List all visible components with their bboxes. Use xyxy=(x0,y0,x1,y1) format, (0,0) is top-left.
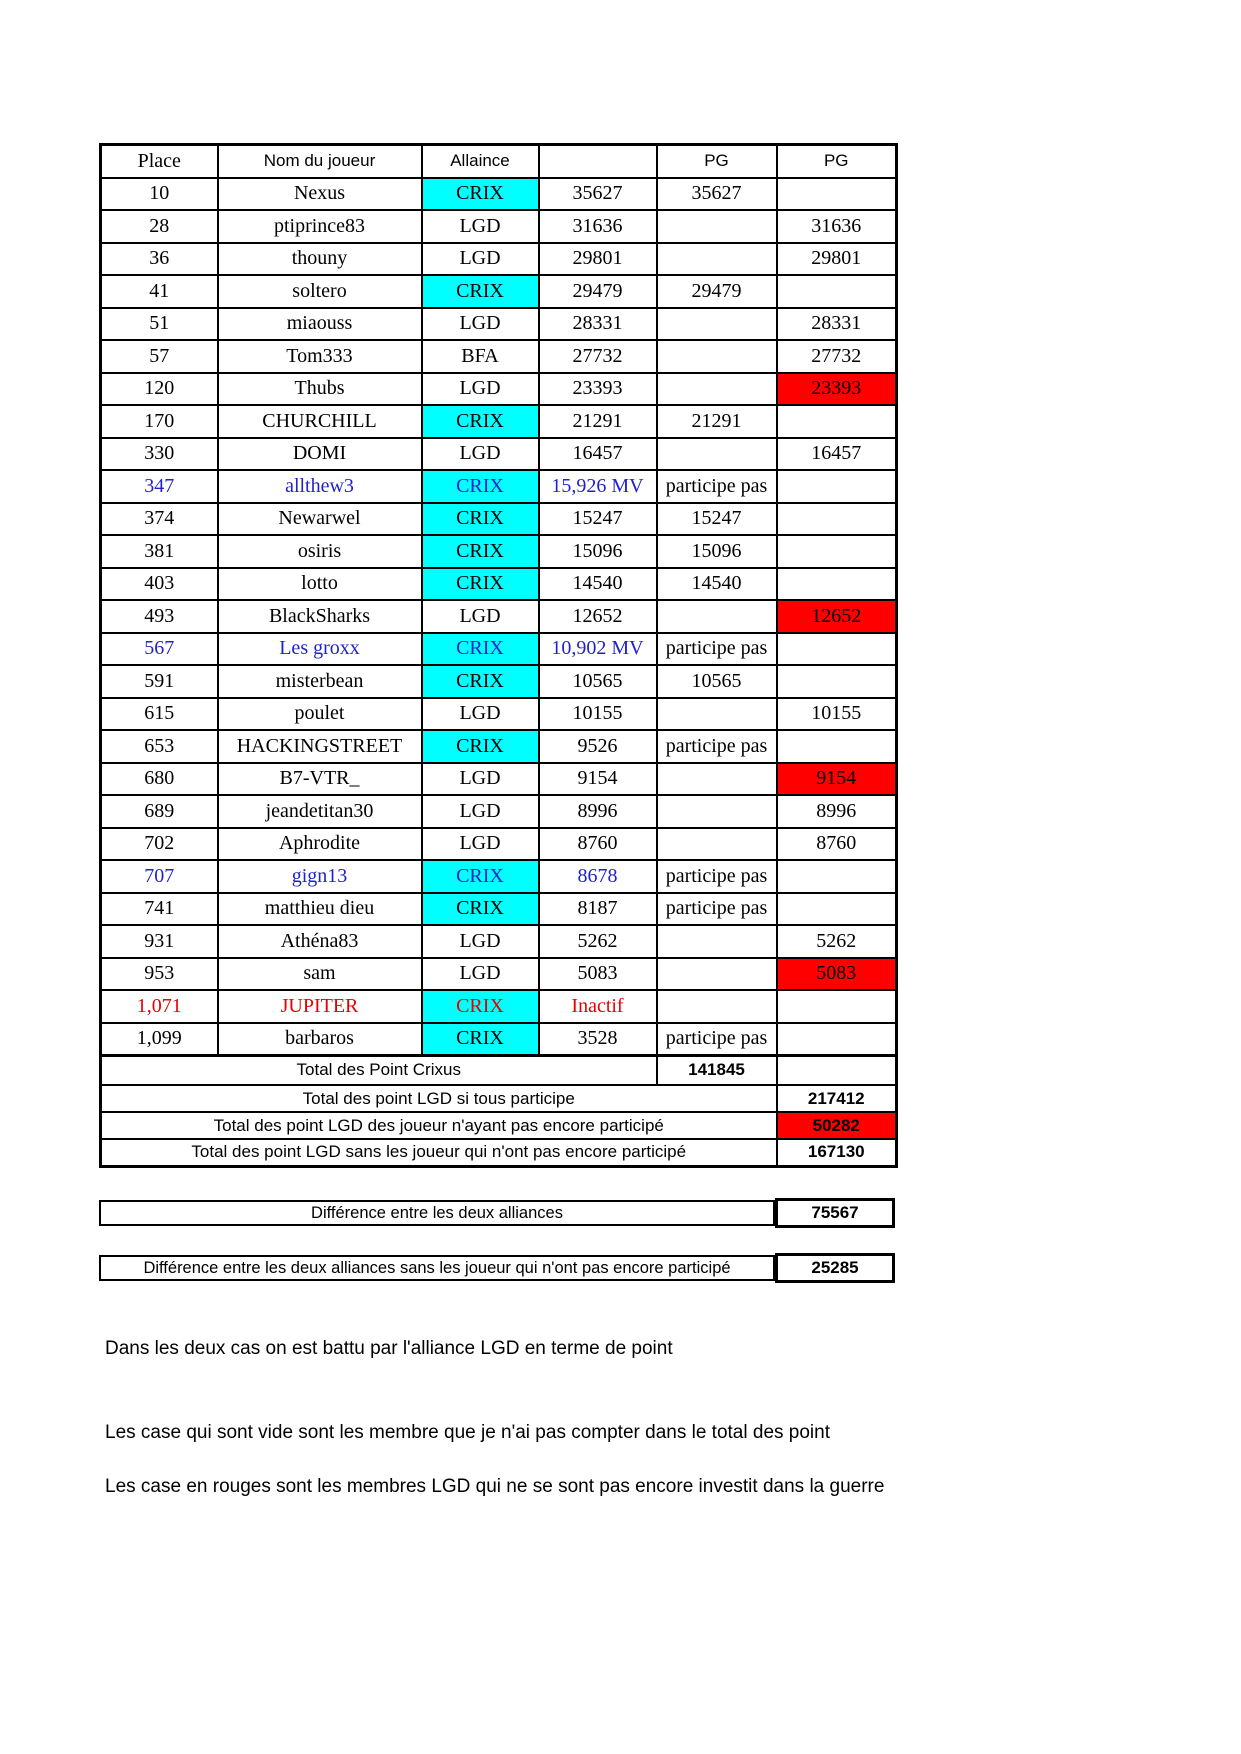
cell-name: Tom333 xyxy=(218,340,422,373)
cell-pg2: 9154 xyxy=(777,763,897,796)
player-row xyxy=(101,438,897,471)
cell-pg1: participe pas xyxy=(657,730,777,763)
cell-pg1 xyxy=(657,438,777,471)
player-row xyxy=(101,178,897,211)
cell-place: 1,099 xyxy=(101,1023,218,1056)
cell-pg2 xyxy=(777,893,897,926)
cell-pg1 xyxy=(657,243,777,276)
cell-alliance: LGD xyxy=(422,828,539,861)
cell-score: 14540 xyxy=(539,568,657,601)
cell-pg1: 14540 xyxy=(657,568,777,601)
player-row xyxy=(101,210,897,243)
cell-pg2: 29801 xyxy=(777,243,897,276)
cell-score: 9154 xyxy=(539,763,657,796)
player-row xyxy=(101,243,897,276)
cell-pg2: 31636 xyxy=(777,210,897,243)
cell-place: 120 xyxy=(101,373,218,406)
cell-name: ptiprince83 xyxy=(218,210,422,243)
player-row xyxy=(101,990,897,1023)
cell-alliance: BFA xyxy=(422,340,539,373)
player-row xyxy=(101,698,897,731)
cell-score: 29479 xyxy=(539,275,657,308)
cell-score: 21291 xyxy=(539,405,657,438)
table-header-row xyxy=(101,145,897,178)
cell-place: 10 xyxy=(101,178,218,211)
cell-pg2: 5262 xyxy=(777,925,897,958)
cell-pg2: 27732 xyxy=(777,340,897,373)
col-header-score xyxy=(539,145,657,178)
cell-score: 16457 xyxy=(539,438,657,471)
cell-score: 8187 xyxy=(539,893,657,926)
player-row xyxy=(101,763,897,796)
cell-place: 567 xyxy=(101,633,218,666)
cell-score: 15,926 MV xyxy=(539,470,657,503)
cell-score: 29801 xyxy=(539,243,657,276)
cell-pg1: participe pas xyxy=(657,470,777,503)
cell-pg1 xyxy=(657,958,777,991)
player-row xyxy=(101,828,897,861)
cell-alliance: CRIX xyxy=(422,893,539,926)
cell-alliance: CRIX xyxy=(422,860,539,893)
cell-score: 3528 xyxy=(539,1023,657,1056)
cell-pg1 xyxy=(657,795,777,828)
cell-place: 41 xyxy=(101,275,218,308)
cell-name: DOMI xyxy=(218,438,422,471)
cell-pg1 xyxy=(657,373,777,406)
cell-pg2 xyxy=(777,633,897,666)
col-header-player-name: Nom du joueur xyxy=(218,145,422,178)
player-row xyxy=(101,568,897,601)
player-row xyxy=(101,405,897,438)
cell-score: 10155 xyxy=(539,698,657,731)
cell-alliance: CRIX xyxy=(422,178,539,211)
cell-name: B7-VTR_ xyxy=(218,763,422,796)
cell-place: 931 xyxy=(101,925,218,958)
cell-place: 953 xyxy=(101,958,218,991)
note-empty-cells: Les case qui sont vide sont les membre que je n'ai pas compter dans le total des point xyxy=(105,1422,830,1443)
cell-place: 741 xyxy=(101,893,218,926)
cell-alliance: CRIX xyxy=(422,275,539,308)
cell-alliance: CRIX xyxy=(422,990,539,1023)
cell-pg2 xyxy=(777,730,897,763)
cell-place: 28 xyxy=(101,210,218,243)
cell-pg2: 5083 xyxy=(777,958,897,991)
total-row-lgd-all xyxy=(101,1085,897,1112)
cell-pg1: 10565 xyxy=(657,665,777,698)
total-lgd-without-value: 167130 xyxy=(777,1139,897,1166)
cell-name: HACKINGSTREET xyxy=(218,730,422,763)
cell-name: Athéna83 xyxy=(218,925,422,958)
cell-alliance: LGD xyxy=(422,600,539,633)
cell-name: Thubs xyxy=(218,373,422,406)
cell-pg2 xyxy=(777,470,897,503)
cell-pg1 xyxy=(657,698,777,731)
cell-score: 10,902 MV xyxy=(539,633,657,666)
cell-name: lotto xyxy=(218,568,422,601)
cell-place: 1,071 xyxy=(101,990,218,1023)
cell-name: thouny xyxy=(218,243,422,276)
cell-score: 15247 xyxy=(539,503,657,536)
cell-name: CHURCHILL xyxy=(218,405,422,438)
cell-alliance: LGD xyxy=(422,925,539,958)
cell-pg1: 21291 xyxy=(657,405,777,438)
total-lgd-all-value: 217412 xyxy=(777,1085,897,1112)
cell-place: 591 xyxy=(101,665,218,698)
cell-name: Nexus xyxy=(218,178,422,211)
cell-pg1 xyxy=(657,925,777,958)
cell-alliance: CRIX xyxy=(422,665,539,698)
player-row xyxy=(101,275,897,308)
cell-alliance: CRIX xyxy=(422,730,539,763)
player-row xyxy=(101,893,897,926)
cell-pg1: participe pas xyxy=(657,860,777,893)
cell-pg1: participe pas xyxy=(657,893,777,926)
cell-place: 36 xyxy=(101,243,218,276)
cell-pg1 xyxy=(657,828,777,861)
cell-pg2: 28331 xyxy=(777,308,897,341)
cell-score: 27732 xyxy=(539,340,657,373)
cell-name: JUPITER xyxy=(218,990,422,1023)
cell-place: 51 xyxy=(101,308,218,341)
cell-name: barbaros xyxy=(218,1023,422,1056)
cell-place: 347 xyxy=(101,470,218,503)
cell-pg2: 8760 xyxy=(777,828,897,861)
cell-place: 57 xyxy=(101,340,218,373)
cell-place: 403 xyxy=(101,568,218,601)
cell-score: 5083 xyxy=(539,958,657,991)
difference-without-value: 25285 xyxy=(775,1253,895,1283)
cell-pg2 xyxy=(777,275,897,308)
cell-alliance: LGD xyxy=(422,795,539,828)
cell-score: 15096 xyxy=(539,535,657,568)
difference-all-value: 75567 xyxy=(775,1198,895,1228)
col-header-pg-lgd: PG xyxy=(777,145,897,178)
cell-pg2 xyxy=(777,1023,897,1056)
difference-without-label: Différence entre les deux alliances sans les joueur qui n'ont pas encore participé xyxy=(99,1255,775,1281)
alliance-score-table xyxy=(99,143,898,1168)
player-row xyxy=(101,633,897,666)
player-row xyxy=(101,373,897,406)
cell-alliance: LGD xyxy=(422,243,539,276)
cell-alliance: LGD xyxy=(422,763,539,796)
cell-pg1 xyxy=(657,600,777,633)
cell-name: allthew3 xyxy=(218,470,422,503)
player-row xyxy=(101,665,897,698)
cell-name: poulet xyxy=(218,698,422,731)
cell-alliance: CRIX xyxy=(422,568,539,601)
cell-place: 702 xyxy=(101,828,218,861)
cell-pg2: 12652 xyxy=(777,600,897,633)
cell-pg1: 35627 xyxy=(657,178,777,211)
cell-alliance: LGD xyxy=(422,958,539,991)
player-row xyxy=(101,535,897,568)
cell-alliance: CRIX xyxy=(422,535,539,568)
cell-pg2 xyxy=(777,568,897,601)
cell-score: 35627 xyxy=(539,178,657,211)
cell-name: matthieu dieu xyxy=(218,893,422,926)
player-row xyxy=(101,958,897,991)
cell-pg2 xyxy=(777,503,897,536)
cell-place: 615 xyxy=(101,698,218,731)
total-crixus-value: 141845 xyxy=(657,1055,777,1085)
cell-pg1 xyxy=(657,763,777,796)
cell-alliance: LGD xyxy=(422,438,539,471)
cell-place: 493 xyxy=(101,600,218,633)
cell-pg2 xyxy=(777,178,897,211)
cell-place: 680 xyxy=(101,763,218,796)
cell-place: 330 xyxy=(101,438,218,471)
cell-score: Inactif xyxy=(539,990,657,1023)
cell-pg2 xyxy=(777,535,897,568)
cell-score: 5262 xyxy=(539,925,657,958)
total-row-lgd-not-participated xyxy=(101,1112,897,1139)
cell-pg2 xyxy=(777,990,897,1023)
cell-pg1 xyxy=(657,210,777,243)
cell-place: 170 xyxy=(101,405,218,438)
player-row xyxy=(101,795,897,828)
cell-score: 10565 xyxy=(539,665,657,698)
cell-name: sam xyxy=(218,958,422,991)
cell-name: Les groxx xyxy=(218,633,422,666)
player-row xyxy=(101,470,897,503)
cell-name: BlackSharks xyxy=(218,600,422,633)
cell-alliance: CRIX xyxy=(422,633,539,666)
cell-place: 381 xyxy=(101,535,218,568)
difference-row-without-not-participated xyxy=(99,1253,895,1283)
cell-name: misterbean xyxy=(218,665,422,698)
total-lgd-all-label: Total des point LGD si tous participe xyxy=(101,1085,777,1112)
difference-all-label: Différence entre les deux alliances xyxy=(99,1200,775,1226)
cell-alliance: LGD xyxy=(422,308,539,341)
cell-score: 8760 xyxy=(539,828,657,861)
cell-name: miaouss xyxy=(218,308,422,341)
cell-pg2: 16457 xyxy=(777,438,897,471)
col-header-place: Place xyxy=(101,145,218,178)
cell-pg1: 15247 xyxy=(657,503,777,536)
cell-score: 31636 xyxy=(539,210,657,243)
cell-name: gign13 xyxy=(218,860,422,893)
total-lgd-without-label: Total des point LGD sans les joueur qui n'ont pas encore participé xyxy=(101,1139,777,1166)
cell-pg1: 29479 xyxy=(657,275,777,308)
cell-name: Aphrodite xyxy=(218,828,422,861)
player-row xyxy=(101,308,897,341)
cell-pg1 xyxy=(657,308,777,341)
cell-pg1: participe pas xyxy=(657,633,777,666)
cell-alliance: LGD xyxy=(422,210,539,243)
cell-score: 23393 xyxy=(539,373,657,406)
cell-pg1: 15096 xyxy=(657,535,777,568)
player-row xyxy=(101,503,897,536)
total-lgd-not-participated-value: 50282 xyxy=(777,1112,897,1139)
cell-score: 8996 xyxy=(539,795,657,828)
cell-score: 9526 xyxy=(539,730,657,763)
cell-alliance: CRIX xyxy=(422,405,539,438)
cell-score: 8678 xyxy=(539,860,657,893)
cell-pg2: 8996 xyxy=(777,795,897,828)
cell-place: 653 xyxy=(101,730,218,763)
cell-name: Newarwel xyxy=(218,503,422,536)
player-row xyxy=(101,925,897,958)
cell-alliance: CRIX xyxy=(422,1023,539,1056)
cell-score: 12652 xyxy=(539,600,657,633)
cell-alliance: CRIX xyxy=(422,503,539,536)
col-header-pg-crix: PG xyxy=(657,145,777,178)
cell-pg2 xyxy=(777,665,897,698)
cell-pg2: 23393 xyxy=(777,373,897,406)
player-row xyxy=(101,600,897,633)
note-red-cells: Les case en rouges sont les membres LGD qui ne se sont pas encore investit dans la guerre xyxy=(105,1476,885,1497)
player-row xyxy=(101,860,897,893)
total-crixus-empty-cell xyxy=(777,1055,897,1085)
note-conclusion: Dans les deux cas on est battu par l'alliance LGD en terme de point xyxy=(105,1338,673,1359)
cell-alliance: LGD xyxy=(422,698,539,731)
cell-pg1 xyxy=(657,990,777,1023)
cell-name: osiris xyxy=(218,535,422,568)
col-header-alliance: Allaince xyxy=(422,145,539,178)
cell-alliance: CRIX xyxy=(422,470,539,503)
player-row xyxy=(101,1023,897,1056)
total-lgd-not-participated-label: Total des point LGD des joueur n'ayant pas encore participé xyxy=(101,1112,777,1139)
cell-score: 28331 xyxy=(539,308,657,341)
cell-pg2 xyxy=(777,405,897,438)
difference-row-all xyxy=(99,1198,895,1228)
total-crixus-label: Total des Point Crixus xyxy=(101,1055,657,1085)
cell-pg2 xyxy=(777,860,897,893)
cell-name: jeandetitan30 xyxy=(218,795,422,828)
cell-place: 707 xyxy=(101,860,218,893)
total-row-lgd-without-not-participated xyxy=(101,1139,897,1166)
cell-pg2: 10155 xyxy=(777,698,897,731)
cell-pg1 xyxy=(657,340,777,373)
cell-place: 374 xyxy=(101,503,218,536)
player-row xyxy=(101,730,897,763)
cell-alliance: LGD xyxy=(422,373,539,406)
cell-pg1: participe pas xyxy=(657,1023,777,1056)
player-row xyxy=(101,340,897,373)
cell-name: soltero xyxy=(218,275,422,308)
total-row-crixus xyxy=(101,1055,897,1085)
cell-place: 689 xyxy=(101,795,218,828)
